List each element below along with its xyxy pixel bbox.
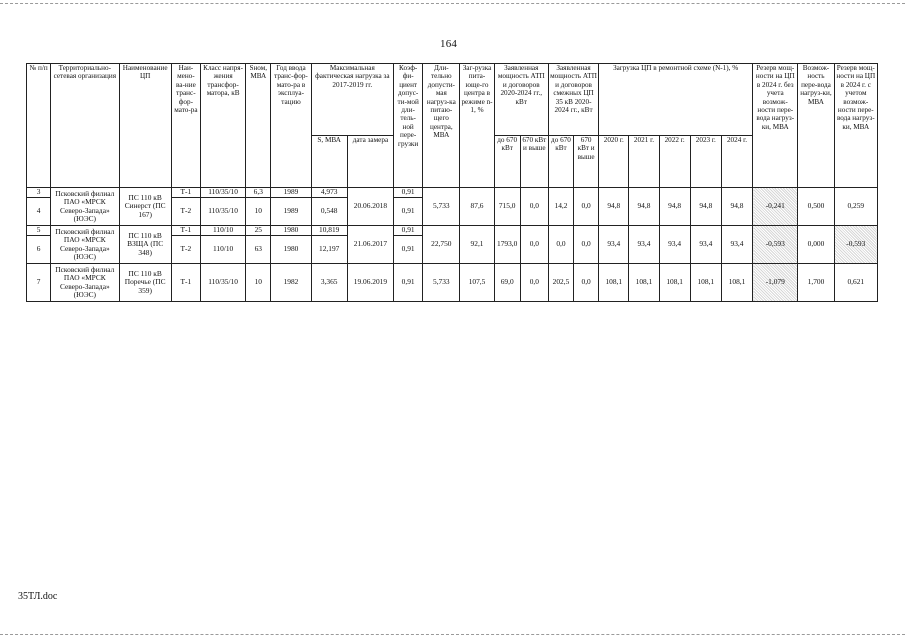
load-2020-cell: 93,4 — [599, 226, 629, 264]
voltage-cell: 110/35/10 — [200, 188, 245, 198]
load-2023-cell: 108,1 — [690, 264, 721, 302]
adjacent-upto-cell: 202,5 — [548, 264, 573, 302]
load-2022-cell: 108,1 — [659, 264, 690, 302]
header-reserve-without-transfer: Резерв мощ-ности на ЦП в 2024 г. без учета возмож-ности пере-вода нагруз-ки, МВА — [753, 64, 798, 188]
voltage-cell: 110/10 — [200, 226, 245, 236]
voltage-cell: 110/35/10 — [200, 198, 245, 226]
transformer-cell: Т-1 — [171, 188, 200, 198]
transformer-cell: Т-2 — [171, 236, 200, 264]
measure-date-cell: 21.06.2017 — [347, 226, 393, 264]
transfer-cell: 0,000 — [798, 226, 834, 264]
long-term-load-cell: 5,733 — [423, 188, 460, 226]
adjacent-over-cell: 0,0 — [574, 188, 599, 226]
adjacent-upto-cell: 14,2 — [548, 188, 573, 226]
snom-cell: 10 — [246, 264, 271, 302]
organization-cell: Псковский филиал ПАО «МРСК Северо-Запада» (ЮЭС) — [51, 188, 119, 226]
load-2021-cell: 108,1 — [629, 264, 659, 302]
header-year-2022: 2022 г. — [659, 136, 690, 188]
center-name-cell: ПС 110 кВ Поречье (ПС 359) — [119, 264, 171, 302]
load-2024-cell: 108,1 — [721, 264, 752, 302]
reserve-with-transfer-cell: -0,593 — [834, 226, 877, 264]
header-reserve-with-transfer: Резерв мощ-ности на ЦП в 2024 г. с учетом возмож-ности пере-вода нагруз-ки, МВА — [834, 64, 877, 188]
header-num: № п/п — [27, 64, 51, 188]
power-center-load-table — [26, 63, 878, 302]
table-row — [27, 226, 878, 236]
adjacent-upto-cell: 0,0 — [548, 226, 573, 264]
header-atp-upto-670: до 670 кВт — [494, 136, 520, 188]
load-2024-cell: 94,8 — [721, 188, 752, 226]
row-number: 5 — [27, 226, 51, 236]
adjacent-over-cell: 0,0 — [574, 264, 599, 302]
reserve-without-transfer-cell: -0,593 — [753, 226, 798, 264]
header-snom: Sном, МВА — [246, 64, 271, 188]
center-name-cell: ПС 110 кВ Синерст (ПС 167) — [119, 188, 171, 226]
header-measure-date: дата замера — [347, 136, 393, 188]
header-voltage-class: Класс напря-жения трансфор-матора, кВ — [200, 64, 245, 188]
reserve-with-transfer-cell: 0,621 — [834, 264, 877, 302]
load-percent-cell: 92,1 — [460, 226, 494, 264]
header-max-load-s: S, МВА — [311, 136, 347, 188]
snom-cell: 25 — [246, 226, 271, 236]
coefficient-cell: 0,91 — [394, 236, 423, 264]
load-2022-cell: 94,8 — [659, 188, 690, 226]
reserve-without-transfer-cell: -0,241 — [753, 188, 798, 226]
center-name-cell: ПС 110 кВ ВЗЩА (ПС 348) — [119, 226, 171, 264]
load-2024-cell: 93,4 — [721, 226, 752, 264]
header-long-term-load: Дли-тельно допусти-мая нагруз-ка питаю-щего центра, МВА — [423, 64, 460, 188]
header-overload-coefficient: Коэф-фи-циент допус-ти-мой дли-тель-ной пере-грузки — [394, 64, 423, 188]
max-load-cell: 4,973 — [311, 188, 347, 198]
load-percent-cell: 107,5 — [460, 264, 494, 302]
load-2023-cell: 94,8 — [690, 188, 721, 226]
load-2021-cell: 94,8 — [629, 188, 659, 226]
scan-edge-top — [0, 3, 905, 4]
snom-cell: 10 — [246, 198, 271, 226]
organization-cell: Псковский филиал ПАО «МРСК Северо-Запада» (ЮЭС) — [51, 264, 119, 302]
load-2020-cell: 94,8 — [599, 188, 629, 226]
header-declared-adjacent: Заявленная мощность АТП и договоров смежных ЦП 35 кВ 2020-2024 гг., кВт — [548, 64, 598, 136]
header-load-percent: Заг-рузка пита-юще-го центра в режиме n-1, % — [460, 64, 494, 188]
adjacent-over-cell: 0,0 — [574, 226, 599, 264]
header-repair-scheme-load: Загрузка ЦП в ремонтной схеме (N-1), % — [599, 64, 753, 136]
year-cell: 1989 — [271, 188, 311, 198]
scan-edge-bottom — [0, 634, 905, 635]
coefficient-cell: 0,91 — [394, 198, 423, 226]
header-adjacent-over-670: 670 кВт и выше — [574, 136, 599, 188]
atp-upto-cell: 69,0 — [494, 264, 520, 302]
header-center-name: Наименование ЦП — [119, 64, 171, 188]
max-load-cell: 12,197 — [311, 236, 347, 264]
load-2020-cell: 108,1 — [599, 264, 629, 302]
max-load-cell: 10,819 — [311, 226, 347, 236]
organization-cell: Псковский филиал ПАО «МРСК Северо-Запада» (ЮЭС) — [51, 226, 119, 264]
header-organization: Территориально-сетевая организация — [51, 64, 119, 188]
header-year-2023: 2023 г. — [690, 136, 721, 188]
year-cell: 1989 — [271, 198, 311, 226]
voltage-cell: 110/10 — [200, 236, 245, 264]
header-year-2020: 2020 г. — [599, 136, 629, 188]
coefficient-cell: 0,91 — [394, 226, 423, 236]
transformer-cell: Т-1 — [171, 226, 200, 236]
max-load-cell: 3,365 — [311, 264, 347, 302]
long-term-load-cell: 22,750 — [423, 226, 460, 264]
measure-date-cell: 20.06.2018 — [347, 188, 393, 226]
header-year-2021: 2021 г. — [629, 136, 659, 188]
atp-over-cell: 0,0 — [520, 188, 548, 226]
header-year-2024: 2024 г. — [721, 136, 752, 188]
coefficient-cell: 0,91 — [394, 264, 423, 302]
atp-upto-cell: 715,0 — [494, 188, 520, 226]
row-number: 4 — [27, 198, 51, 226]
header-atp-over-670: 670 кВт и выше — [520, 136, 548, 188]
snom-cell: 63 — [246, 236, 271, 264]
long-term-load-cell: 5,733 — [423, 264, 460, 302]
load-2022-cell: 93,4 — [659, 226, 690, 264]
header-commission-year: Год ввода транс-фор-мато-ра в эксплуа-тацию — [271, 64, 311, 188]
coefficient-cell: 0,91 — [394, 188, 423, 198]
year-cell: 1980 — [271, 226, 311, 236]
voltage-cell: 110/35/10 — [200, 264, 245, 302]
table-row — [27, 264, 878, 302]
reserve-with-transfer-cell: 0,259 — [834, 188, 877, 226]
transformer-cell: Т-2 — [171, 198, 200, 226]
max-load-cell: 0,548 — [311, 198, 347, 226]
table-row — [27, 188, 878, 198]
page-number: 164 — [440, 38, 458, 50]
header-declared-atp: Заявленная мощность АТП и договоров 2020-2024 гг., кВт — [494, 64, 548, 136]
load-percent-cell: 87,6 — [460, 188, 494, 226]
header-adjacent-upto-670: до 670 кВт — [548, 136, 573, 188]
atp-upto-cell: 1793,0 — [494, 226, 520, 264]
atp-over-cell: 0,0 — [520, 264, 548, 302]
header-transfer-possibility: Возмож-ность пере-вода нагруз-ки, МВА — [798, 64, 834, 188]
load-2021-cell: 93,4 — [629, 226, 659, 264]
year-cell: 1980 — [271, 236, 311, 264]
transfer-cell: 0,500 — [798, 188, 834, 226]
transformer-cell: Т-1 — [171, 264, 200, 302]
atp-over-cell: 0,0 — [520, 226, 548, 264]
footer-filename: 35ТЛ.doc — [18, 591, 58, 602]
transfer-cell: 1,700 — [798, 264, 834, 302]
row-number: 6 — [27, 236, 51, 264]
load-2023-cell: 93,4 — [690, 226, 721, 264]
row-number: 7 — [27, 264, 51, 302]
header-transformer: Наи-мено-ва-ние транс-фор-мато-ра — [171, 64, 200, 188]
row-number: 3 — [27, 188, 51, 198]
measure-date-cell: 19.06.2019 — [347, 264, 393, 302]
year-cell: 1982 — [271, 264, 311, 302]
snom-cell: 6,3 — [246, 188, 271, 198]
reserve-without-transfer-cell: -1,079 — [753, 264, 798, 302]
header-max-load: Максимальная фактическая нагрузка за 2017-2019 гг. — [311, 64, 393, 136]
